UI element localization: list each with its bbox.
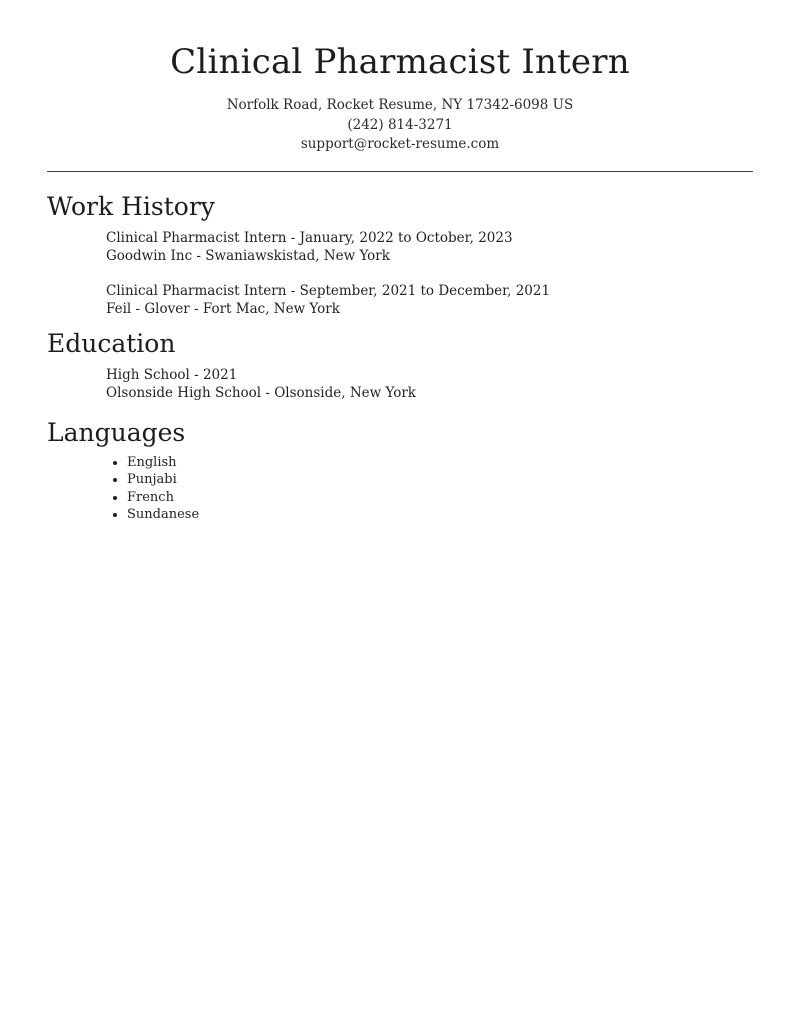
languages-list (47, 454, 753, 524)
education-entry-school-location: Olsonside High School - Olsonside, New York (106, 385, 416, 401)
header-divider (47, 171, 753, 172)
education-section (47, 327, 753, 403)
work-history-entries (47, 229, 753, 319)
work-entry-employer-location: Goodwin Inc - Swaniawskistad, New York (106, 248, 390, 264)
work-entry-role-dates: Clinical Pharmacist Intern - January, 2022 to October, 2023 (106, 229, 513, 246)
education-entry-degree-year: High School - 2021 (106, 366, 238, 383)
address: Norfolk Road, Rocket Resume, NY 17342-6098 US (226, 97, 574, 113)
language-item: • French (127, 489, 753, 507)
section-title-education: Education (47, 328, 176, 358)
section-title-languages: Languages (47, 417, 186, 447)
resume-header (47, 0, 753, 155)
languages-section (47, 416, 753, 524)
language-item: • Sundanese (127, 506, 753, 524)
phone: (242) 814-3271 (347, 116, 453, 133)
education-entries (47, 366, 753, 403)
contact-info (47, 96, 753, 155)
language-item: • Punjabi (127, 471, 753, 489)
work-entry-employer-location: Feil - Glover - Fort Mac, New York (106, 301, 340, 317)
education-entry (106, 366, 753, 403)
work-history-section (47, 190, 753, 319)
work-entry (106, 282, 753, 319)
email: support@rocket-resume.com (300, 136, 500, 152)
work-entry-role-dates: Clinical Pharmacist Intern - September, 2021 to December, 2021 (106, 282, 551, 299)
section-title-work-history: Work History (47, 191, 215, 221)
language-item: • English (127, 454, 753, 472)
candidate-name: Clinical Pharmacist Intern (170, 42, 630, 82)
work-entry (106, 229, 753, 266)
